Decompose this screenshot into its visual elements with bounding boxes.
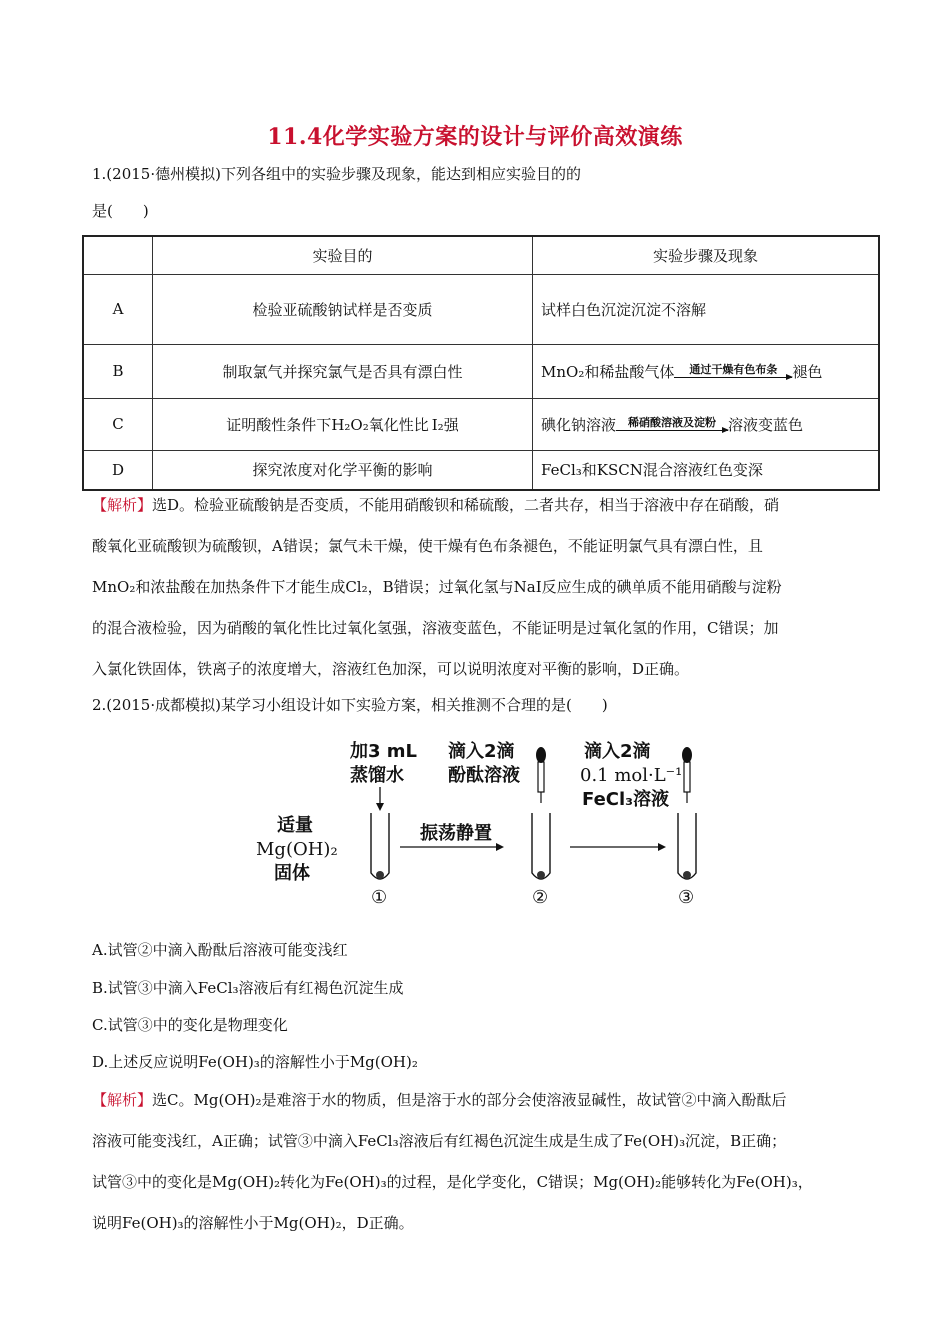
arrow-right-icon — [496, 843, 504, 851]
purpose-part: 证明酸性条件下 — [226, 415, 332, 434]
reaction-arrow — [616, 417, 728, 431]
analysis-tag: 【解析】 — [92, 1091, 153, 1109]
solid-sediment-2 — [537, 871, 545, 879]
table-row — [83, 450, 879, 490]
page-title: 11.4化学实验方案的设计与评价高效演练 — [267, 124, 683, 150]
dropper-bulb-2 — [536, 747, 546, 763]
q2-analysis-line3: 试管③中的变化是Mg(OH)₂转化为Fe(OH)₃的过程，是化学变化，C错误；Mg(OH)₂能够转化为Fe(OH)₃， — [92, 1173, 813, 1191]
purpose-part: 氧化性比 — [368, 415, 429, 434]
solid-line3: 固体 — [274, 863, 310, 884]
tube2-label: ② — [532, 887, 549, 908]
header-step: 实验步骤及现象 — [533, 236, 880, 274]
q1-analysis-line2: 酸氧化亚硫酸钡为硫酸钡，A错误；氯气未干燥，使干燥有色布条褪色，不能证明氯气具有漂白性，且 — [92, 537, 763, 555]
step-pre: 碘化钠溶液 — [541, 415, 617, 434]
reaction-arrow — [674, 364, 792, 378]
drop-phenol-line1: 滴入2滴 — [448, 741, 515, 762]
step-post: 溶液变蓝色 — [728, 415, 804, 434]
row-step: FeCl₃和KSCN混合溶液红色变深 — [533, 450, 880, 490]
q2-analysis-line2: 溶液可能变浅红，A正确；试管③中滴入FeCl₃溶液后有红褐色沉淀生成是生成了Fe(OH)₃沉淀，B正确； — [92, 1132, 787, 1150]
arrow-condition: 稀硝酸溶液及淀粉 — [628, 415, 717, 429]
analysis-tag: 【解析】 — [92, 496, 153, 514]
step-pre: MnO₂和稀盐酸气体 — [541, 362, 675, 381]
q1-analysis-line1 — [92, 495, 779, 515]
add-water-line2: 蒸馏水 — [350, 765, 404, 786]
drop-fecl3-line2: 0.1 mol·L⁻¹ — [580, 765, 683, 786]
arrow-right-icon — [658, 843, 666, 851]
dropper-3 — [684, 762, 690, 792]
table-row — [83, 398, 879, 450]
purpose-part: I₂ — [431, 415, 444, 434]
header-empty-cell — [83, 236, 153, 274]
experiment-diagram — [240, 735, 720, 915]
row-purpose: 制取氯气并探究氯气是否具有漂白性 — [153, 344, 533, 398]
tube1-label: ① — [371, 887, 388, 908]
header-purpose: 实验目的 — [153, 236, 533, 274]
table-header-row — [83, 236, 879, 274]
q1-stem-line2: 是( ) — [92, 202, 149, 220]
add-water-line1: 加3 mL — [350, 741, 418, 762]
option-c: C.试管③中的变化是物理变化 — [92, 1016, 288, 1034]
q2-analysis-line1 — [92, 1090, 787, 1110]
test-tube-2 — [532, 813, 550, 879]
table-row — [83, 344, 879, 398]
row-step: 试样白色沉淀沉淀不溶解 — [533, 274, 880, 344]
step-post: 褪色 — [792, 362, 823, 381]
dropper-2 — [538, 762, 544, 792]
solid-line1: 适量 — [277, 815, 313, 836]
analysis-text: 选C。Mg(OH)₂是难溶于水的物质，但是溶于水的部分会使溶液显碱性，故试管②中滴入酚酞后 — [152, 1091, 787, 1109]
q2-stem: 2.(2015·成都模拟)某学习小组设计如下实验方案，相关推测不合理的是( ) — [92, 696, 608, 714]
row-label: B — [83, 344, 153, 398]
q1-analysis-line4: 的混合液检验，因为硝酸的氧化性比过氧化氢强，溶液变蓝色，不能证明是过氧化氢的作用，C错误；加 — [92, 619, 779, 637]
row-step — [533, 344, 880, 398]
row-purpose: 探究浓度对化学平衡的影响 — [153, 450, 533, 490]
row-label: A — [83, 274, 153, 344]
purpose-part: 强 — [443, 415, 459, 434]
arrow-down-icon — [376, 803, 384, 811]
row-label: C — [83, 398, 153, 450]
solid-line2: Mg(OH)₂ — [256, 839, 338, 860]
purpose-part: H₂O₂ — [331, 415, 369, 434]
option-d: D.上述反应说明Fe(OH)₃的溶解性小于Mg(OH)₂ — [92, 1053, 418, 1071]
q1-analysis-line3: MnO₂和浓盐酸在加热条件下才能生成Cl₂，B错误；过氧化氢与NaI反应生成的碘单质不能用硝酸与淀粉 — [92, 578, 782, 596]
drop-phenol-line2: 酚酞溶液 — [448, 765, 520, 786]
test-tube-3 — [678, 813, 696, 879]
arrow-icon — [616, 430, 728, 431]
dropper-bulb-3 — [682, 747, 692, 763]
row-purpose — [153, 398, 533, 450]
solid-sediment-3 — [683, 871, 691, 879]
row-step — [533, 398, 880, 450]
drop-fecl3-line1: 滴入2滴 — [584, 741, 651, 762]
option-b: B.试管③中滴入FeCl₃溶液后有红褐色沉淀生成 — [92, 979, 404, 997]
solid-sediment-1 — [376, 871, 384, 879]
q1-table — [82, 235, 880, 491]
shake-label: 振荡静置 — [420, 823, 492, 844]
drop-fecl3-line3: FeCl₃溶液 — [582, 789, 670, 810]
arrow-icon — [674, 377, 792, 378]
option-a: A.试管②中滴入酚酞后溶液可能变浅红 — [92, 941, 348, 959]
test-tube-1 — [371, 813, 389, 879]
q1-stem-line1: 1.(2015·德州模拟)下列各组中的实验步骤及现象，能达到相应实验目的的 — [92, 165, 581, 183]
analysis-text: 选D。检验亚硫酸钠是否变质，不能用硝酸钡和稀硫酸，二者共存，相当于溶液中存在硝酸，硝 — [152, 496, 780, 514]
row-label: D — [83, 450, 153, 490]
q2-analysis-line4: 说明Fe(OH)₃的溶解性小于Mg(OH)₂，D正确。 — [92, 1214, 414, 1232]
table-row — [83, 274, 879, 344]
row-purpose: 检验亚硫酸钠试样是否变质 — [153, 274, 533, 344]
q1-analysis-line5: 入氯化铁固体，铁离子的浓度增大，溶液红色加深，可以说明浓度对平衡的影响，D正确。 — [92, 660, 690, 678]
arrow-condition: 通过干燥有色布条 — [689, 362, 778, 376]
tube3-label: ③ — [678, 887, 695, 908]
